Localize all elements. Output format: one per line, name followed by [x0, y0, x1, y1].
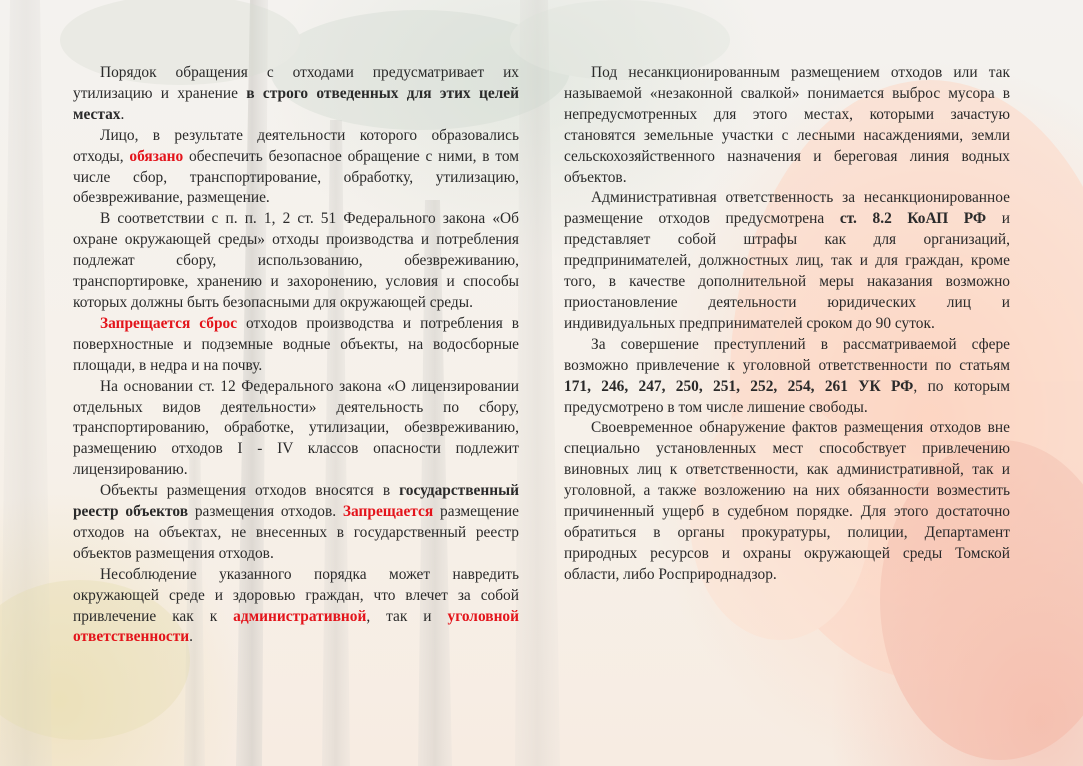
- emphasis-state-register: государственный реестр объектов: [73, 482, 519, 521]
- paragraph-discharge-prohibited: Запрещается сброс отходов производства и потребления в поверхностные и подземные водные объекты, на водосборные площади, в недра и на почву.: [73, 314, 520, 374]
- paragraph-licensing: На основании ст. 12 Федерального закона «О лицензировании отдельных видов деятельности» деятельность по сбору, транспортированию, обработке, утилизации, обезвреживанию, размещению отходов I - IV классов опасности подлежит лицензированию.: [73, 377, 519, 479]
- right-column: [564, 63, 1010, 586]
- emphasis-obliged: обязано: [129, 147, 184, 165]
- left-column: [73, 63, 519, 648]
- emphasis-prohibited: Запрещается: [342, 503, 434, 521]
- paragraph-criminal-liability: За совершение преступлений в рассматриваемой сфере возможно привлечение к уголовной ответственности по статьям 171, 246, 247, 250, 251, 252, 254, 261 УК РФ, по которым предусмотрено в том числе лишение свободы.: [564, 335, 1011, 416]
- paragraph-state-register: Объекты размещения отходов вносятся в государственный реестр объектов размещения отходов. Запрещается размещение отходов на объектах, не внесенных в государственный реестр объектов размещения отходов.: [73, 482, 519, 562]
- emphasis-administrative: административной: [233, 607, 367, 625]
- paragraph-reporting: Своевременное обнаружение фактов размещения отходов вне специально установленных мест способствует привлечению виновных лиц к ответственности, как административной, так и уголовной, а также возложению на них обязанности возместить причиненный ущерб в судебном порядке. Для этого достаточно обратиться в органы прокуратуры, полиции, Департамент природных ресурсов и охраны окружающей среды Томской области, либо Росприроднадзор.: [564, 419, 1010, 583]
- paragraph-liability: Несоблюдение указанного порядка может навредить окружающей среде и здоровью граждан, что влечет за собой привлечение как к административной, так и уголовной ответственности.: [73, 565, 519, 646]
- emphasis-criminal-liability: уголовной ответственности: [73, 607, 519, 646]
- paragraph-illegal-dump: Под несанкционированным размещением отходов или так называемой «незаконной свалкой» понимается выброс мусора в непредусмотренных для этого местах, которыми зачастую становятся земельные участки с лесными насаждениями, земли сельскохозяйственного назначения и береговая линия водных объектов.: [564, 64, 1010, 186]
- emphasis-koap-article: ст. 8.2 КоАП РФ: [839, 210, 987, 228]
- paragraph-administrative-liability: Административная ответственность за несанкционированное размещение отходов предусмотрена ст. 8.2 КоАП РФ и представляет собой штрафы как для организаций, предпринимателей, должностных лиц, так и для граждан, кроме того, в качестве дополнительной меры наказания возможно приостановление деятельности юридических лиц и индивидуальных предпринимателей сроком до 90 суток.: [564, 189, 1011, 332]
- emphasis-designated-places: в строго отведенных для этих целей местах: [73, 84, 519, 123]
- emphasis-uk-articles: 171, 246, 247, 250, 251, 252, 254, 261 УК РФ: [564, 377, 914, 395]
- paragraph-federal-law-51: В соответствии с п. п. 1, 2 ст. 51 Федерального закона «Об охране окружающей среды» отходы производства и потребления подлежат сбору, использованию, обезвреживанию, транспортировке, хранению и захоронению, условия и способы которых должны быть безопасными для окружающей среды.: [73, 210, 519, 311]
- emphasis-discharge-prohibited: Запрещается сброс: [100, 314, 238, 332]
- paragraph-waste-handling: Порядок обращения с отходами предусматривает их утилизацию и хранение в строго отведенных для этих целей местах.: [73, 64, 519, 123]
- paragraph-obligation: Лицо, в результате деятельности которого образовались отходы, обязано обеспечить безопасное обращение с ними, в том числе сбор, транспортирование, обработку, утилизацию, обезвреживание, размещение.: [73, 126, 519, 207]
